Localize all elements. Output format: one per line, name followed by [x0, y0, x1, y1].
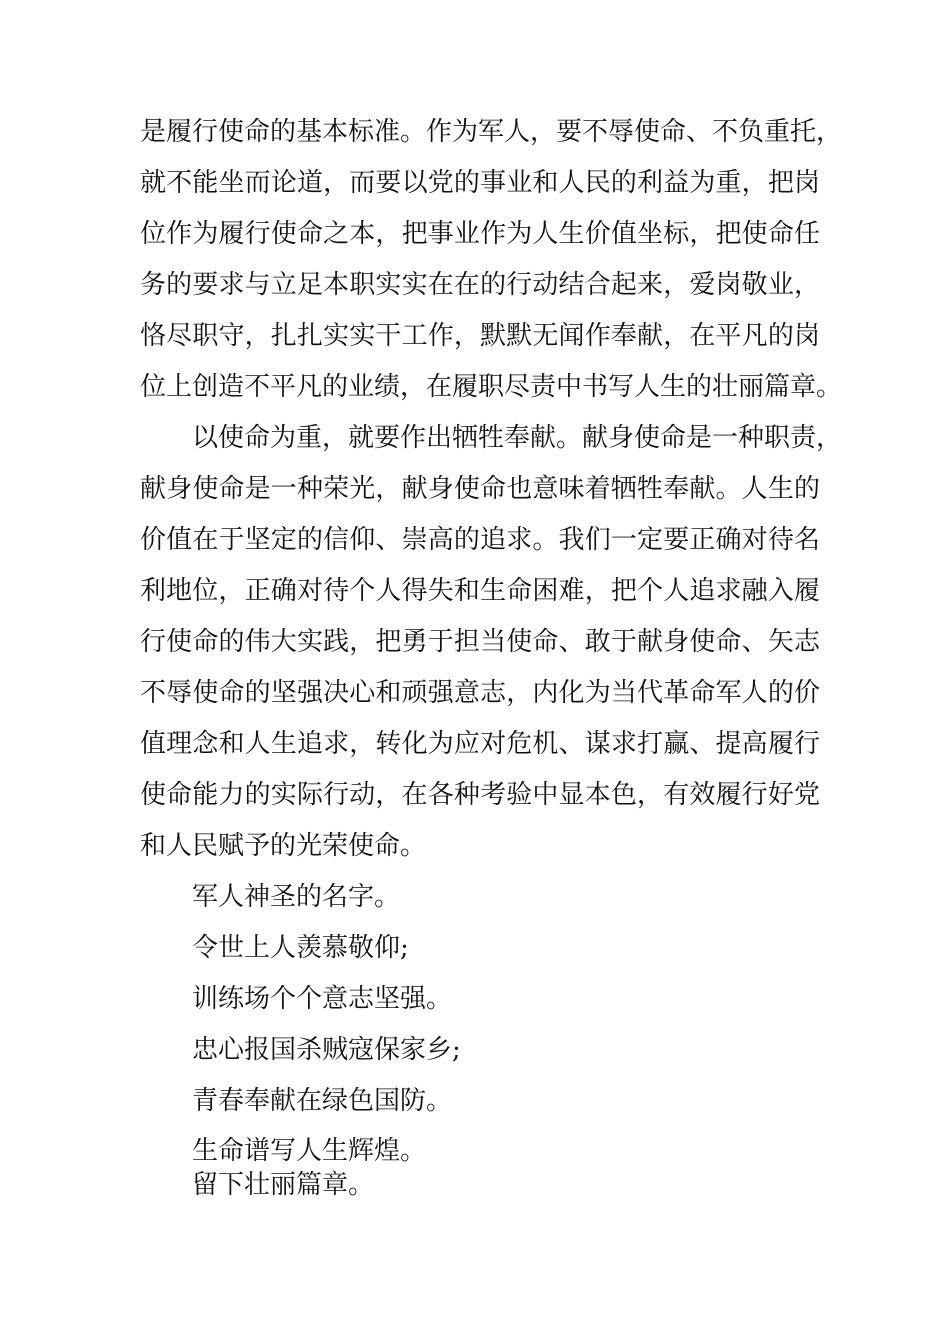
- paragraph-line: 就不能坐而论道，而要以党的事业和人民的利益为重，把岗: [140, 168, 820, 198]
- paragraph-line: 使命能力的实际行动，在各种考验中显本色，有效履行好党: [140, 780, 820, 810]
- paragraph-line: 行使命的伟大实践，把勇于担当使命、敢于献身使命、矢志: [140, 627, 820, 657]
- paragraph-line: 利地位，正确对待个人得失和生命困难，把个人追求融入履: [140, 576, 820, 606]
- paragraph-line: 位作为履行使命之本，把事业作为人生价值坐标，把使命任: [140, 219, 820, 249]
- poem-line: 留下壮丽篇章。: [192, 1170, 375, 1200]
- paragraph-line: 恪尽职守，扎扎实实干工作，默默无闻作奉献，在平凡的岗: [140, 321, 820, 351]
- poem-line: 生命谱写人生辉煌。: [192, 1136, 427, 1166]
- poem-line: 忠心报国杀贼寇保家乡;: [192, 1035, 461, 1065]
- paragraph-line: 务的要求与立足本职实实在在的行动结合起来，爱岗敬业，: [140, 270, 820, 300]
- paragraph-first-line: 以使命为重，就要作出牺牲奉献。献身使命是一种职责，: [192, 423, 843, 453]
- poem-line: 军人神圣的名字。: [192, 882, 401, 912]
- paragraph-line: 不辱使命的坚强决心和顽强意志，内化为当代革命军人的价: [140, 678, 820, 708]
- poem-line: 训练场个个意志坚强。: [192, 984, 453, 1014]
- poem-line: 令世上人羡慕敬仰;: [192, 933, 409, 963]
- paragraph-line: 值理念和人生追求，转化为应对危机、谋求打赢、提高履行: [140, 729, 820, 759]
- poem-line: 青春奉献在绿色国防。: [192, 1086, 453, 1116]
- paragraph-line: 献身使命是一种荣光，献身使命也意味着牺牲奉献。人生的: [140, 474, 820, 504]
- paragraph-line: 位上创造不平凡的业绩，在履职尽责中书写人生的壮丽篇章。: [140, 372, 843, 402]
- paragraph-last-line: 和人民赋予的光荣使命。: [140, 831, 427, 861]
- paragraph-line: 是履行使命的基本标准。作为军人，要不辱使命、不负重托，: [140, 117, 843, 147]
- paragraph-line: 价值在于坚定的信仰、崇高的追求。我们一定要正确对待名: [140, 525, 820, 555]
